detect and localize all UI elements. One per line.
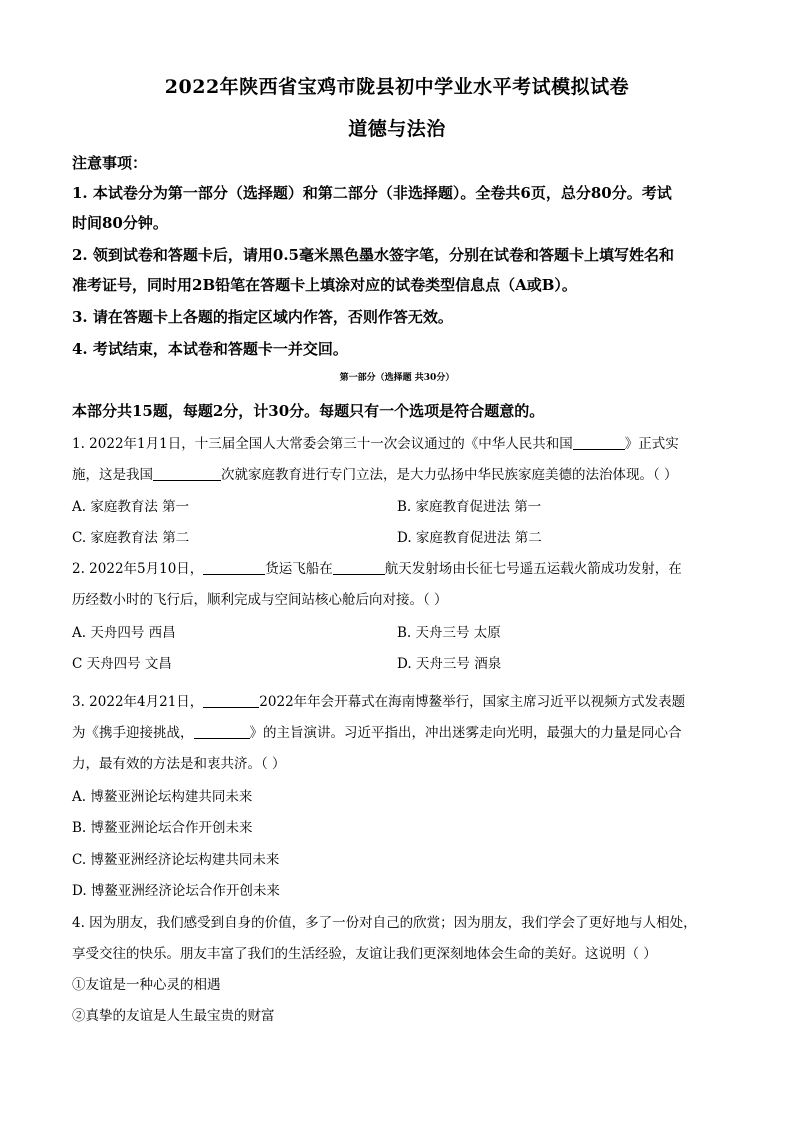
exam-subject: 道德与法治 [348,118,446,140]
notice-item-2-cont: 准考证号，同时用2B铅笔在答题卡上填涂对应的试卷类型信息点（A或B）。 [72,276,577,294]
q1-text-c: 施，这是我国 [72,467,153,483]
notice-item-2: 2. 领到试卷和答题卡后，请用0.5毫米黑色墨水签字笔，分别在试卷和答题卡上填写姓名和 [72,246,674,264]
q1-blank-1 [573,435,625,450]
q3-blank-2 [194,724,250,739]
q3-line-3: 力，最有效的方法是和衷共济。（ ） [72,756,286,772]
q2-line-1 [72,557,682,577]
notice-item-4: 4. 考试结束，本试卷和答题卡一并交回。 [72,340,348,358]
q2-blank-1 [203,560,265,575]
q1-text-a: 1. 2022年1月1日，十三届全国人大常委会第三十一次会议通过的《中华人民共和国 [72,436,573,452]
q1-line-2 [72,463,678,483]
q2-option-b: B. 天舟三号 太原 [397,625,501,641]
q1-text-b: 》正式实 [624,436,679,452]
q2-text-c: 航天发射场由长征七号遥五运载火箭成功发射，在 [384,561,682,577]
q2-option-c: C 天舟四号 文昌 [72,656,172,672]
notice-item-1-cont: 时间80分钟。 [72,214,168,232]
notice-item-3: 3. 请在答题卡上各题的指定区域内作答，否则作答无效。 [72,308,453,326]
q4-statement-1: ①友谊是一种心灵的相遇 [72,977,221,993]
q3-option-c: C. 博鳌亚洲经济论坛构建共同未来 [72,852,280,868]
q3-text-d: 》的主旨演讲。习近平指出，冲出迷雾走向光明，最强大的力量是同心合 [249,725,682,741]
q2-option-a: A. 天舟四号 西昌 [72,625,176,641]
q2-text-a: 2. 2022年5月10日， [72,561,204,577]
q3-option-b: B. 博鳌亚洲论坛合作开创未来 [72,820,253,836]
q4-line-2: 享受交往的快乐。朋友丰富了我们的生活经验，友谊让我们更深刻地体会生命的美好。这说明（ ） [72,946,657,962]
q3-option-d: D. 博鳌亚洲经济论坛合作开创未来 [72,883,280,899]
exam-title: 2022年陕西省宝鸡市陇县初中学业水平考试模拟试卷 [164,76,630,98]
q3-option-a: A. 博鳌亚洲论坛构建共同未来 [72,789,253,805]
notice-heading: 注意事项： [72,154,148,172]
q4-line-1: 4. 因为朋友，我们感受到自身的价值，多了一份对自己的欣赏；因为朋友，我们学会了更好地与人相处， [72,915,697,931]
q2-line-2: 历经数小时的飞行后，顺利完成与空间站核心舱后向对接。（ ） [72,592,448,608]
q3-blank-1 [203,693,259,708]
q2-blank-2 [333,560,385,575]
q2-option-d: D. 天舟三号 酒泉 [397,656,502,672]
q1-line-1 [72,432,679,452]
q4-statement-2: ②真挚的友谊是人生最宝贵的财富 [72,1008,275,1024]
q1-option-d: D. 家庭教育促进法 第二 [397,530,542,546]
part1-heading: 第一部分（选择题 共30分） [339,373,455,383]
q3-text-c: 为《携手迎接挑战， [72,725,194,741]
q1-text-d: 次就家庭教育进行专门立法，是大力弘扬中华民族家庭美德的法治体现。（ ） [221,467,678,483]
q3-text-b: 2022年年会开幕式在海南博鳌举行，国家主席习近平以视频方式发表题 [259,694,686,710]
q1-option-a: A. 家庭教育法 第一 [72,499,190,515]
q1-option-c: C. 家庭教育法 第二 [72,530,190,546]
q1-blank-2 [153,466,221,481]
q1-option-b: B. 家庭教育促进法 第一 [397,499,542,515]
q2-text-b: 货运飞船在 [265,561,333,577]
q3-line-2 [72,721,682,741]
notice-item-1: 1. 本试卷分为第一部分（选择题）和第二部分（非选择题）。全卷共6页，总分80分。考试 [72,184,672,202]
q3-line-1 [72,690,685,710]
q3-text-a: 3. 2022年4月21日， [72,694,204,710]
part1-instruction: 本部分共15题，每题2分，计30分。每题只有一个选项是符合题意的。 [72,402,545,420]
